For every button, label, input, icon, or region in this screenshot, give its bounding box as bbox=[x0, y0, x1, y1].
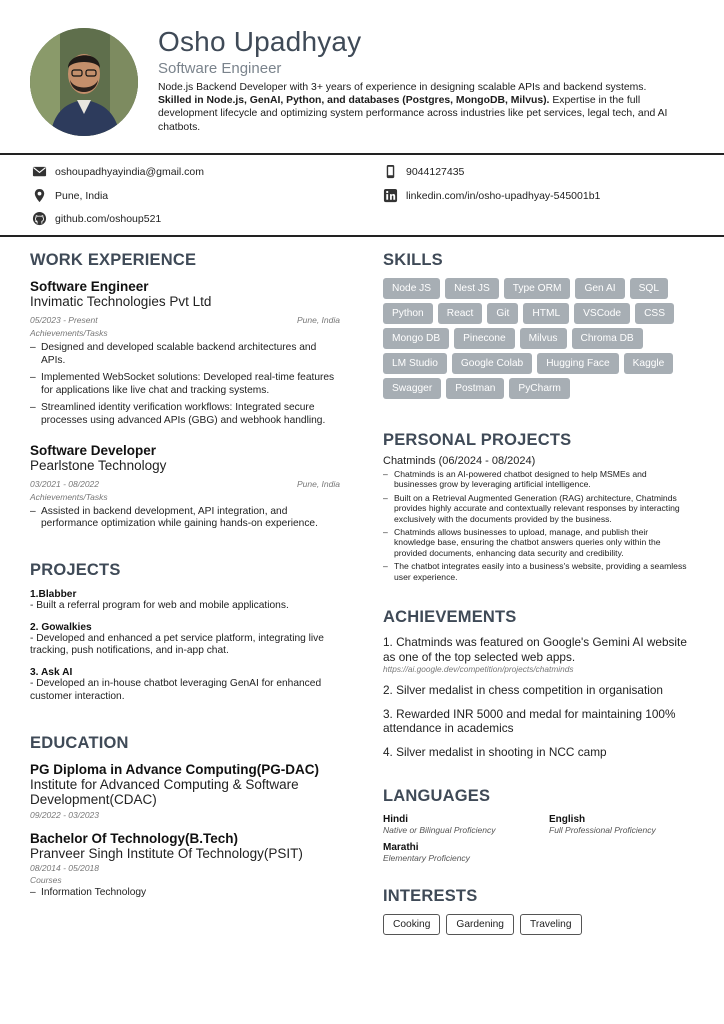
education-heading: EDUCATION bbox=[30, 733, 129, 752]
left-column bbox=[30, 251, 340, 900]
github-text[interactable]: github.com/oshoup521 bbox=[55, 212, 162, 225]
email-text[interactable]: oshoupadhyayindia@gmail.com bbox=[55, 165, 204, 178]
achievement-text: 1. Chatminds was featured on Google's Gemini AI website as one of the top selected web apps. bbox=[383, 635, 687, 664]
personal-project-bullet: – Chatminds allows businesses to upload, manage, and publish their knowledge base, ensuring the chatbot answers queries only within the provided documents, enhancing data security and credibility. bbox=[383, 527, 691, 558]
skill-tag: Hugging Face bbox=[537, 353, 618, 374]
language-item bbox=[383, 842, 698, 863]
skill-tag: Python bbox=[383, 303, 433, 324]
job-bullet: – Designed and developed scalable backend architectures and APIs. bbox=[30, 342, 340, 367]
candidate-name: Osho Upadhyay bbox=[158, 26, 362, 57]
project-description: - Developed and enhanced a pet service platform, integrating live tracking, push notifications, and in-app chat. bbox=[30, 632, 324, 657]
project-item bbox=[30, 622, 340, 659]
skills-heading: SKILLS bbox=[383, 251, 443, 269]
job-bullet: – Assisted in backend development, API integration, and performance optimization while gaining hands-on experience. bbox=[30, 506, 340, 531]
job-bullets bbox=[30, 342, 340, 428]
linkedin-text[interactable]: linkedin.com/in/osho-upadhyay-545001b1 bbox=[406, 189, 601, 202]
achievements-label: Achievements/Tasks bbox=[30, 491, 108, 502]
education-dates: 09/2022 - 03/2023 bbox=[30, 809, 100, 820]
job-location: Pune, India bbox=[296, 478, 340, 489]
achievement-item: 2. Silver medalist in chess competition in organisation bbox=[383, 683, 663, 698]
education-entry bbox=[30, 762, 340, 820]
project-description: - Built a referral program for web and mobile applications. bbox=[30, 599, 289, 611]
language-level: Full Professional Proficiency bbox=[549, 825, 656, 836]
location-pin-icon bbox=[32, 188, 47, 203]
interests-list bbox=[383, 914, 698, 935]
resume-header bbox=[0, 0, 724, 150]
job-meta bbox=[30, 315, 340, 325]
achievements-heading: ACHIEVEMENTS bbox=[383, 608, 517, 627]
phone-text[interactable]: 9044127435 bbox=[406, 165, 465, 178]
projects-heading: PROJECTS bbox=[30, 560, 121, 579]
achievement-link[interactable]: https://ai.google.dev/competition/projects/chatminds bbox=[383, 664, 574, 675]
education-entry bbox=[30, 831, 340, 900]
project-description: - Developed an in-house chatbot leveraging GenAI for enhanced customer interaction. bbox=[30, 678, 322, 702]
job-location: Pune, India bbox=[296, 315, 340, 325]
skill-tag: Google Colab bbox=[452, 353, 532, 374]
job-entry bbox=[30, 443, 340, 531]
skill-tag: Mongo DB bbox=[383, 328, 449, 349]
summary-highlight: Skilled in Node.js, GenAI, Python, and databases (Postgres, MongoDB, Milvus). bbox=[158, 95, 550, 107]
personal-project-bullets bbox=[383, 469, 691, 582]
achievement-item: 3. Rewarded INR 5000 and medal for maintaining 100% attendance in academics bbox=[383, 706, 676, 736]
language-item bbox=[383, 814, 549, 835]
profile-photo-illustration bbox=[30, 28, 138, 136]
job-dates: 05/2023 - Present bbox=[30, 315, 98, 325]
skills-list bbox=[383, 278, 693, 399]
skill-tag: Swagger bbox=[383, 378, 441, 399]
languages-heading: LANGUAGES bbox=[383, 787, 491, 806]
skill-tag: Type ORM bbox=[504, 278, 571, 299]
personal-project-bullet: – The chatbot integrates easily into a business's website, providing a seamless user experience. bbox=[383, 561, 691, 582]
github-icon bbox=[32, 211, 47, 226]
job-title: Software Engineer bbox=[30, 279, 149, 294]
job-bullets bbox=[30, 506, 340, 531]
language-name: Marathi bbox=[383, 842, 419, 854]
personal-project-title: Chatminds (06/2024 - 08/2024) bbox=[383, 455, 536, 467]
achievement-item bbox=[383, 635, 693, 674]
interests-heading: INTERESTS bbox=[383, 887, 478, 906]
personal-projects-heading: PERSONAL PROJECTS bbox=[383, 431, 572, 449]
contact-github[interactable] bbox=[32, 211, 161, 226]
institute-name: Pranveer Singh Institute Of Technology(PSIT) bbox=[30, 845, 303, 861]
profile-photo bbox=[30, 28, 138, 136]
achievements-label: Achievements/Tasks bbox=[30, 328, 108, 338]
skill-tag: Milvus bbox=[520, 328, 567, 349]
skill-tag: HTML bbox=[523, 303, 569, 324]
job-meta bbox=[30, 479, 340, 489]
linkedin-icon bbox=[383, 188, 398, 203]
skill-tag: PyCharm bbox=[509, 378, 569, 399]
job-company: Pearlstone Technology bbox=[30, 457, 167, 473]
contact-phone[interactable] bbox=[383, 164, 464, 179]
skill-tag: Node JS bbox=[383, 278, 440, 299]
language-level: Elementary Proficiency bbox=[383, 853, 470, 864]
profile-summary bbox=[158, 81, 683, 134]
location-text: Pune, India bbox=[55, 189, 109, 202]
skill-tag: React bbox=[438, 303, 483, 324]
candidate-title: Software Engineer bbox=[158, 60, 282, 77]
skill-tag: VSCode bbox=[574, 303, 630, 324]
skill-tag: Postman bbox=[446, 378, 504, 399]
summary-text-continued: Expertise in the full development lifecycle and optimizing system performance across industries like pet services, legal tech, and AI chatbots. bbox=[158, 95, 668, 133]
interest-tag: Gardening bbox=[446, 914, 514, 935]
skill-tag: SQL bbox=[630, 278, 668, 299]
job-dates: 03/2021 - 08/2022 bbox=[30, 478, 100, 489]
language-item bbox=[549, 814, 656, 835]
job-entry bbox=[30, 279, 340, 428]
divider-top bbox=[0, 153, 724, 155]
interest-tag: Cooking bbox=[383, 914, 440, 935]
skill-tag: Git bbox=[487, 303, 518, 324]
email-icon bbox=[32, 164, 47, 179]
work-experience-heading: WORK EXPERIENCE bbox=[30, 251, 197, 269]
project-name: 1.Blabber bbox=[30, 588, 77, 600]
job-bullet: – Implemented WebSocket solutions: Developed real-time features for applications like live chat and tracking systems. bbox=[30, 372, 340, 397]
language-name: English bbox=[549, 814, 586, 826]
right-column bbox=[383, 251, 698, 935]
personal-project-bullet: – Chatminds is an AI-powered chatbot designed to help MSMEs and businesses grow by leveraging artificial intelligence. bbox=[383, 469, 691, 490]
project-item bbox=[30, 667, 340, 704]
degree-title: Bachelor Of Technology(B.Tech) bbox=[30, 830, 239, 846]
summary-text: Node.js Backend Developer with 3+ years of experience in designing scalable APIs and backend systems. bbox=[158, 82, 647, 93]
education-dates: 08/2014 - 05/2018 bbox=[30, 863, 100, 874]
skill-tag: Pinecone bbox=[454, 328, 514, 349]
interest-tag: Traveling bbox=[520, 914, 582, 935]
degree-title: PG Diploma in Advance Computing(PG-DAC) bbox=[30, 761, 320, 777]
skill-tag: Kaggle bbox=[624, 353, 674, 374]
achievement-item: 4. Silver medalist in shooting in NCC camp bbox=[383, 744, 607, 759]
divider-contact bbox=[0, 235, 724, 237]
job-bullet: – Streamlined identity verification workflows: Integrated secure processes using advanced APIs (GBG) and webhook handling. bbox=[30, 402, 340, 427]
project-item bbox=[30, 589, 340, 613]
skill-tag: Nest JS bbox=[445, 278, 499, 299]
job-title: Software Developer bbox=[30, 442, 157, 458]
skill-tag: Gen AI bbox=[575, 278, 624, 299]
courses-label: Courses bbox=[30, 875, 62, 886]
skill-tag: CSS bbox=[635, 303, 674, 324]
language-name: Hindi bbox=[383, 814, 408, 826]
project-name: 2. Gowalkies bbox=[30, 621, 92, 633]
language-level: Native or Bilingual Proficiency bbox=[383, 825, 496, 836]
institute-name: Institute for Advanced Computing & Software Development(CDAC) bbox=[30, 776, 299, 808]
project-name: 3. Ask AI bbox=[30, 667, 73, 679]
contact-location bbox=[32, 188, 108, 203]
phone-icon bbox=[383, 164, 398, 179]
skill-tag: Chroma DB bbox=[572, 328, 643, 349]
contact-linkedin[interactable] bbox=[383, 188, 600, 203]
skill-tag: LM Studio bbox=[383, 353, 447, 374]
courses-list bbox=[30, 887, 340, 900]
personal-project-bullet: – Built on a Retrieval Augmented Generation (RAG) architecture, Chatminds provides highly accurate and contextually relevant responses by interacting exclusively with the documents provided by the business. bbox=[383, 493, 691, 524]
languages-row bbox=[383, 814, 698, 835]
contact-email[interactable] bbox=[32, 164, 204, 179]
job-company: Invimatic Technologies Pvt Ltd bbox=[30, 294, 212, 309]
course-item: – Information Technology bbox=[30, 887, 340, 900]
